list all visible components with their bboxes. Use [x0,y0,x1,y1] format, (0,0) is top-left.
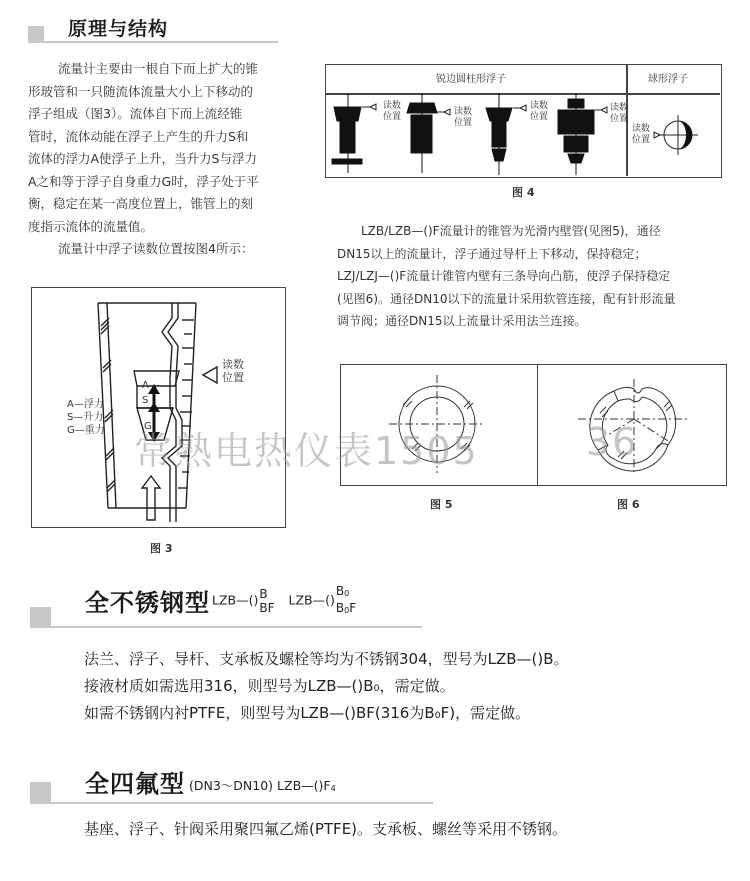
model-suffix-stack [336,584,356,618]
suffix-letter: F [349,600,357,615]
suffix-subscript: 0 [344,588,350,598]
legend-lift: S—升力 [67,412,104,423]
text-line: LZJ/LZJ—()F流量计锥管内壁有三条导向凸筋，使浮子保持稳定 [337,269,671,283]
label-line: 位置 [632,135,651,145]
model-spec-subscript: 4 [330,783,336,793]
reading-position-label [222,358,244,384]
reading-position-label [610,103,628,125]
label-line: 读数 [383,101,402,111]
label-line: 位置 [383,112,402,122]
section-header-ptfe [0,758,450,808]
header-marker [30,607,51,628]
text-line: 基座、浮子、针阀采用聚四氟乙烯(PTFE)。支承板、螺丝等采用不锈钢。 [84,820,568,838]
model-spec-text: (DN3～DN10) LZB—()F [189,777,331,793]
figure-3-frame [31,287,286,528]
label-line: 读数 [632,124,651,134]
section-title [85,583,356,618]
text-line: (见图6)。通径DN10以下的流量计采用软管连接，配有针形流量 [337,291,676,306]
tube-description-paragraph [337,220,737,333]
model-suffix-top: B [259,586,268,601]
text-line: DN15以上的流量计，浮子通过导杆上下移动，保持稳定； [337,246,647,261]
figure-4-table [325,64,722,178]
header-ball-float: 球形浮子 [648,74,688,85]
force-letter-s: S [142,395,149,406]
text-line: LZB/LZB—()F流量计的锥管为光滑内壁管(见图5)，通径 [361,224,661,238]
figure-5-frame [340,364,538,486]
section-header-stainless [0,575,450,635]
label-line: 位置 [222,371,244,384]
force-letter-a: A [142,380,149,391]
label-line: 位置 [610,114,629,124]
header-marker [28,26,44,42]
reading-position-label [632,124,650,146]
suffix-letter: B [335,600,345,615]
force-letter-g: G [144,421,152,432]
reading-position-label [383,101,401,123]
model-suffix-top [336,584,356,601]
section-title: 原理与结构 [68,18,169,40]
figure-5-caption: 图 5 [430,498,453,511]
text-line: 流体的浮力A使浮子上升，当升力S与浮力 [28,151,257,166]
text-line: 形玻管和一只随流体流量大小上下移动的 [28,83,254,99]
figure-6-frame [537,364,727,486]
text-line: 度指示流体的流量值。 [28,218,154,234]
suffix-subscript: 0 [344,605,350,615]
text-line: 流量计中浮子读数位置按图4所示： [58,241,254,256]
model-prefix: LZB—() [288,592,335,607]
model-prefix: LZB—() [212,592,259,607]
header-sharp-edge-cylinder-float: 锐边圆柱形浮子 [436,74,506,85]
text-line: 流量计主要由一根自下而上扩大的锥 [58,61,259,76]
text-line: 法兰、浮子、导杆、支承板及螺栓等均为不锈钢304，型号为LZB—()B。 [84,650,569,668]
model-suffix-bottom: BF [259,600,275,615]
section-title-text: 全四氟型 [85,770,185,798]
label-line: 位置 [454,118,473,128]
ptfe-description [84,816,567,843]
ribbed-tube-cross-section [538,365,725,484]
model-suffix-bottom [336,601,356,618]
section-title [85,764,336,799]
label-line: 读数 [454,107,473,117]
section-header-principle [0,0,300,48]
figure-6-caption: 图 6 [617,498,640,511]
force-legend [67,398,105,437]
label-line: 读数 [222,358,244,371]
stainless-description [84,646,569,727]
label-line: 读数 [610,103,629,113]
text-line: 如需不锈钢内衬PTFE，则型号为LZB—()BF(316为B₀F)，需定做。 [84,704,531,722]
text-line: 衡，稳定在某一高度位置上，锥管上的刻 [28,196,254,211]
model-suffix-stack [259,587,274,615]
legend-gravity: G—重力 [67,425,105,436]
watermark-text-left: 常熟电热仪表1505 [134,429,479,473]
header-marker [30,782,51,803]
header-underline [30,626,422,628]
reading-position-label [530,101,548,123]
figure-4-caption: 图 4 [512,186,535,199]
text-line: 浮子组成（图3）。流体自下而上流经锥 [28,106,243,121]
watermark-text-right: 36 [586,420,639,464]
label-line: 读数 [530,101,549,111]
model-code-1 [212,587,275,615]
smooth-tube-cross-section [341,365,536,484]
model-code-2 [289,584,357,618]
header-underline [30,802,433,804]
text-line: 调节阀；通径DN15以上流量计采用法兰连接。 [337,314,587,328]
legend-buoyancy: A—浮力 [67,399,104,410]
text-line: 接液材质如需选用316，则型号为LZB—()B₀，需定做。 [84,677,455,695]
text-line: 管时，流体动能在浮子上产生的升力S和 [28,128,249,144]
text-line: A之和等于浮子自身重力G时，浮子处于平 [28,173,259,189]
model-spec [189,776,336,794]
suffix-letter: B [335,583,345,598]
figure-3-caption: 图 3 [150,542,173,555]
section-title-text: 全不锈钢型 [85,589,210,617]
label-line: 位置 [530,112,549,122]
principle-paragraph [28,58,283,261]
reading-position-label [454,107,472,129]
header-underline [28,41,278,43]
